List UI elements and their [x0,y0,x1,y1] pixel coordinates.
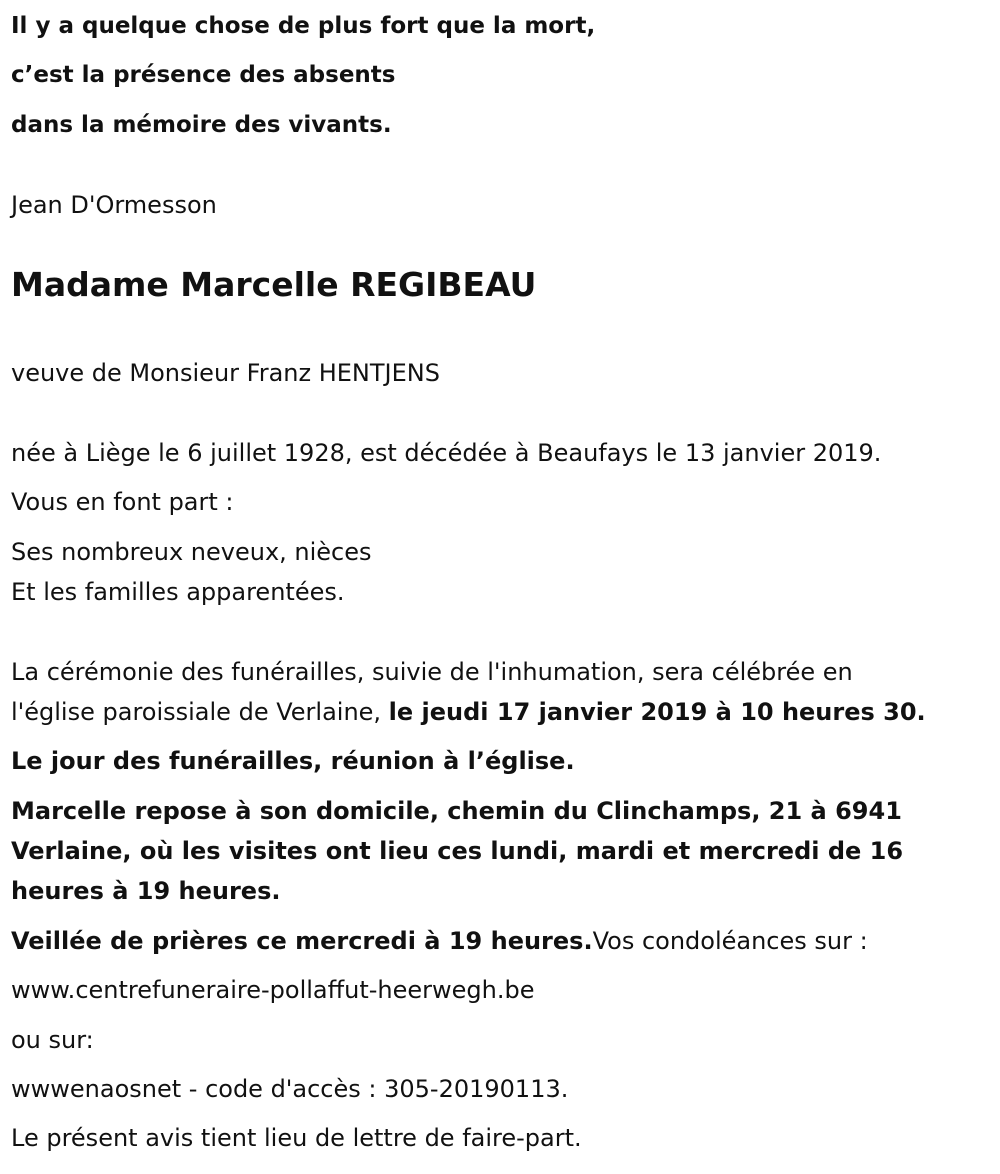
ceremony-date: le jeudi 17 janvier 2019 à 10 heures 30. [388,698,926,726]
condolences-alt: wwwenaosnet - code d'accès : 305-20190113. [11,1075,569,1103]
vigil-text: Veillée de prières ce mercredi à 19 heures. [11,927,593,955]
ceremony-place: l'église paroissiale de Verlaine, [11,698,389,726]
deceased-name: Madame Marcelle REGIBEAU [11,265,537,304]
vigil-line [11,926,868,956]
closing-line: Le présent avis tient lieu de lettre de faire-part. [11,1124,582,1152]
announcer-line-1: Ses nombreux neveux, nièces [11,538,372,566]
announcers-intro: Vous en font part : [11,488,234,516]
epigraph-line-2: c’est la présence des absents [11,62,396,88]
condolences-or: ou sur: [11,1026,94,1054]
spouse-line: veuve de Monsieur Franz HENTJENS [11,359,440,387]
meeting-line: Le jour des funérailles, réunion à l’église. [11,747,575,775]
announcer-line-2: Et les familles apparentées. [11,578,345,606]
repose-line-3: heures à 19 heures. [11,877,281,905]
ceremony-line-2 [11,697,926,727]
condolences-website: www.centrefuneraire-pollaffut-heerwegh.be [11,976,535,1004]
epigraph-line-3: dans la mémoire des vivants. [11,112,392,138]
birth-death-line: née à Liège le 6 juillet 1928, est décédée à Beaufays le 13 janvier 2019. [11,439,882,467]
repose-line-1: Marcelle repose à son domicile, chemin du Clinchamps, 21 à 6941 [11,797,902,825]
epigraph-line-1: Il y a quelque chose de plus fort que la mort, [11,13,596,39]
condolences-intro: Vos condoléances sur : [592,927,868,955]
repose-line-2: Verlaine, où les visites ont lieu ces lundi, mardi et mercredi de 16 [11,837,904,865]
ceremony-line-1: La cérémonie des funérailles, suivie de l'inhumation, sera célébrée en [11,658,853,686]
epigraph-author: Jean D'Ormesson [11,191,217,219]
